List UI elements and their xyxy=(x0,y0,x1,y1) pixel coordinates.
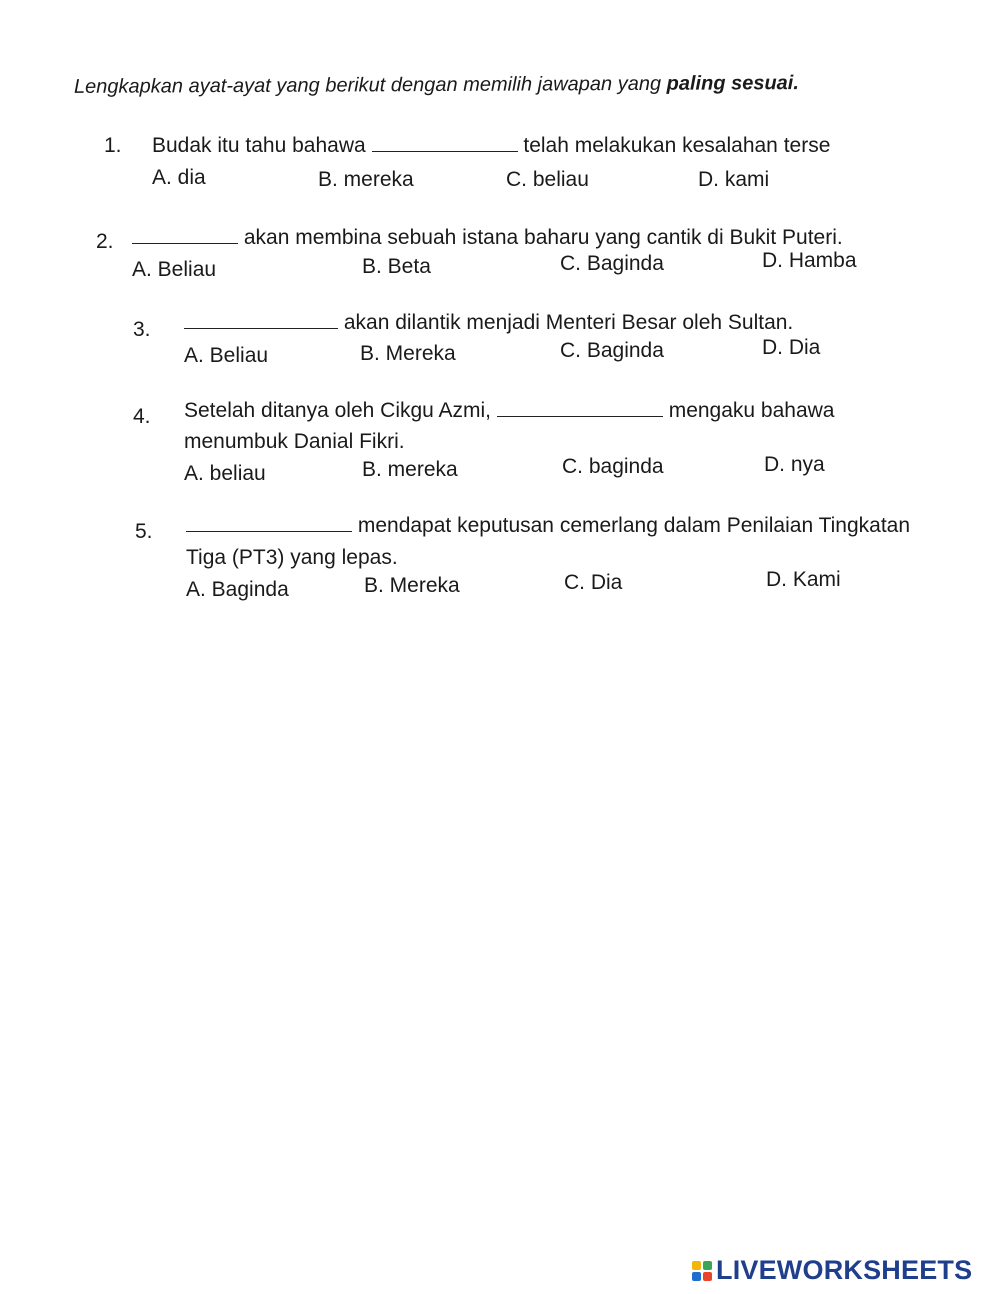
option-a[interactable]: A. dia xyxy=(152,166,206,189)
question-number: 4. xyxy=(133,405,151,428)
option-d[interactable]: D. Hamba xyxy=(762,249,857,272)
option-a[interactable]: A. Beliau xyxy=(132,258,217,281)
question-text-before: Budak itu tahu bahawa xyxy=(152,134,366,157)
option-c[interactable]: C. Baginda xyxy=(560,339,664,362)
question-number: 1. xyxy=(104,134,122,157)
logo-square xyxy=(692,1272,701,1281)
option-d[interactable]: D. kami xyxy=(698,168,770,191)
question-text-after: akan dilantik menjadi Menteri Besar oleh Sultan. xyxy=(343,311,794,334)
option-a[interactable]: A. Beliau xyxy=(184,344,269,367)
instruction xyxy=(74,72,799,99)
option-b[interactable]: B. Mereka xyxy=(360,342,456,365)
answer-blank[interactable] xyxy=(497,398,663,417)
brand-name: LIVEWORKSHEETS xyxy=(716,1255,973,1285)
logo-square xyxy=(692,1261,701,1270)
answer-blank[interactable] xyxy=(372,133,518,152)
option-b[interactable]: B. Mereka xyxy=(364,574,460,597)
option-c[interactable]: C. baginda xyxy=(562,455,664,478)
question-text-after: akan membina sebuah istana baharu yang cantik di Bukit Puteri. xyxy=(243,226,843,249)
option-c[interactable]: C. Dia xyxy=(564,571,623,594)
option-b[interactable]: B. mereka xyxy=(362,458,458,481)
instruction-emphasis: paling sesuai. xyxy=(666,72,799,95)
question-text-after: telah melakukan kesalahan terse xyxy=(523,134,831,157)
option-d[interactable]: D. nya xyxy=(764,453,825,476)
question-text-after: mendapat keputusan cemerlang dalam Penilaian Tingkatan xyxy=(357,514,911,537)
question-text xyxy=(186,512,910,540)
question-number: 3. xyxy=(133,318,151,341)
logo-squares-icon xyxy=(692,1261,712,1281)
question-number: 2. xyxy=(96,230,114,253)
question-text xyxy=(132,224,843,252)
question-text xyxy=(184,309,793,337)
logo-square xyxy=(703,1272,712,1281)
option-c[interactable]: C. beliau xyxy=(506,168,589,191)
liveworksheets-logo xyxy=(692,1255,972,1286)
question-text-after: mengaku bahawa xyxy=(668,399,835,422)
instruction-text: Lengkapkan ayat-ayat yang berikut dengan memilih jawapan yang xyxy=(73,72,662,98)
question-text-line-2: menumbuk Danial Fikri. xyxy=(184,430,405,453)
option-b[interactable]: B. Beta xyxy=(362,255,431,278)
option-d[interactable]: D. Dia xyxy=(762,336,821,359)
question-text-line-2: Tiga (PT3) yang lepas. xyxy=(186,546,398,569)
question-text xyxy=(152,132,830,160)
option-c[interactable]: C. Baginda xyxy=(560,252,664,275)
option-b[interactable]: B. mereka xyxy=(318,168,414,191)
option-a[interactable]: A. beliau xyxy=(184,462,266,485)
answer-blank[interactable] xyxy=(184,310,338,329)
answer-blank[interactable] xyxy=(132,225,238,244)
question-number: 5. xyxy=(135,520,153,543)
question-text-before: Setelah ditanya oleh Cikgu Azmi, xyxy=(184,399,492,422)
logo-square xyxy=(703,1261,712,1270)
question-text xyxy=(184,397,835,425)
answer-blank[interactable] xyxy=(186,513,352,532)
option-a[interactable]: A. Baginda xyxy=(186,578,289,601)
option-d[interactable]: D. Kami xyxy=(766,568,841,591)
